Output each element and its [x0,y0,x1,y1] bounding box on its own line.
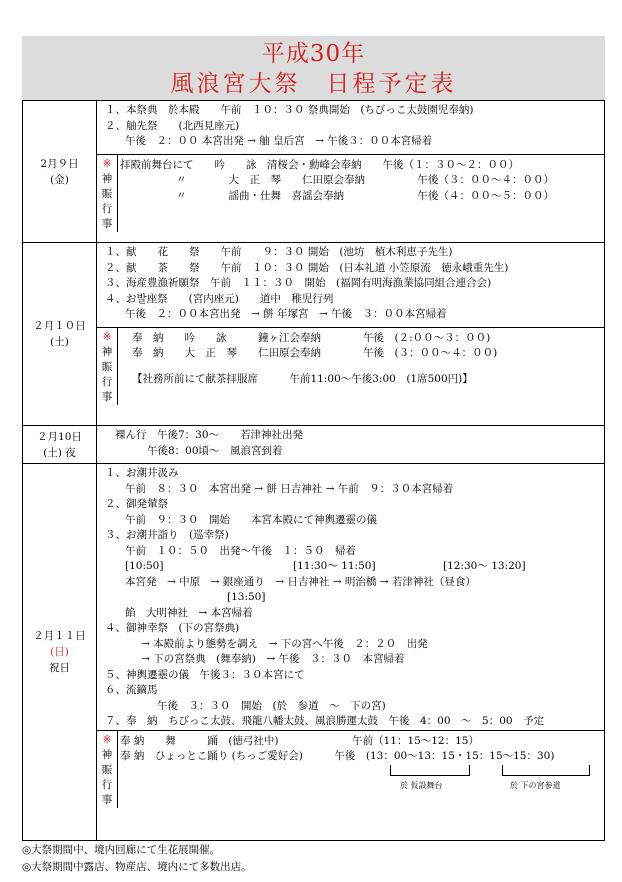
date-cell-feb11 [23,464,97,841]
weekday-label: (金) [50,173,69,186]
header-title: 風浪宮大祭 日程予定表 [170,71,457,97]
sub-event-line: 拝殿前舞台にて 吟 詠 清桜会・勳峰会奉納 午後（１：３０～２：００） [120,158,519,171]
sub-event-line: 〃 大 正 琴 仁田原会奉納 午後（３：００～４：００） [176,174,554,186]
events-feb10 [97,243,605,426]
header-banner [22,36,605,100]
events-night [97,426,605,464]
footer-note: ◎大祭期間中露店、物産店、境内にて多数出店。 [22,861,252,873]
event-line: １、お潮井汲み [105,467,179,479]
date-label: ２月10日 [37,430,82,443]
event-line: 午後 ２：００ 本宮出発 → 舳 皇后宮 → 午後３：００本宮帰着 [125,135,433,147]
sub-event-line: 奉 納 ひょっとこ踊り (ちっご愛好会) 午後 (13：00～13：15・15：15～15：30) [120,750,555,762]
sub-event-line: 〃 謡曲・仕舞 喜謡会奉納 午後（４：００～５：００） [176,189,554,202]
event-line: → 本殿前より態勢を調え → 下の宮へ午後 ２：２０ 出発 [141,637,428,650]
date-label: ２月１０日 [33,320,86,332]
event-line: ６、流鏑馬 [105,684,158,696]
venue-note-sando: 於 下の宮参道 [510,780,561,790]
sub-event-line: 奉 納 大 正 琴 仁田原会奉納 午後 (３：００～４：００) [132,347,498,359]
venue-note-stage: 於 仮設舞台 [400,780,443,790]
schedule-sheet [22,36,605,841]
tea-service-note: 【社務所前にて献茶拝服席 午前11:00～午後3:00 (1席500円)】 [132,372,473,385]
event-line: ３、海産豊漁祈願祭 午前 １１：３０ 開始 (福岡有明海漁業協同組合連合会) [105,277,492,289]
bracket-stage [390,765,470,776]
kaginiwai-label: ※ 神 賑 行 事 [97,731,118,808]
event-line: ４、お발座祭 (宮内座元) 道中 稚児行列 [105,292,334,305]
date-label: 2月９日 [40,157,79,170]
kaginiwai-section [97,327,604,405]
footer-notes [22,842,252,876]
route-line: 餡 大明神社 → 本宮帰着 [125,606,253,619]
weekday-label: (土) 夜 [43,446,76,459]
event-line: ３、お潮井詣り (巡幸祭) [105,529,229,541]
weekday-label: (土) [50,336,69,348]
event-line: ２、御発輦祭 [105,498,168,510]
bracket-sando [502,765,590,776]
event-line: 午前 １０：５０ 出発～午後 １：５０ 帰着 [125,544,356,557]
kaginiwai-section [97,154,604,232]
event-line: 裸ん行 午後7：30～ 若津神社出発 [115,429,304,441]
event-line: 午後 ２：００本宮出発 → 餅 年塚宮 → 午後 ３：００本宮帰着 [125,308,447,320]
event-line: ５、神輿遷靈の儀 午後３：３０本宮にて [105,668,305,681]
event-line: → 下の宮祭典 (舞奉納) → 午後 ３：３０ 本宮帰着 [141,653,405,665]
date-cell-feb9 [23,101,97,243]
weekday-label: (日) [50,646,69,658]
event-line: ２、舳先祭 (北西見座元) [105,119,240,132]
event-line: 午前 ８：３０ 本宮出発 → 餅 日吉神社 → 午前 ９：３０本宮帰着 [125,482,454,495]
event-line: 午前 ９：３０ 開始 本宮本殿にて神輿遷靈の儀 [125,513,377,526]
kaginiwai-label: ※ 神 賑 行 事 [97,155,118,232]
event-line: 午後8：00頃～ 風浪宮到着 [147,444,283,457]
events-feb11 [97,464,605,841]
sub-event-line: 奉 納 舞 踊 (徳弓社中) 午前（11：15～12：15） [120,734,479,747]
event-line: 午後 ３：３０ 開始 (於 参道 ～ 下の宮) [157,699,386,712]
date-label: ２月１１日 [33,630,86,642]
venue-notes [118,765,604,795]
schedule-table [22,100,605,841]
event-line: １、献 花 祭 午前 ９：３０ 開始 (池坊 植木利恵子先生) [105,246,453,258]
header-year: 平成30年 [261,41,366,67]
kaginiwai-label: ※ 神 賑 行 事 [97,328,118,405]
route-times: [10:50] [11:30～ 11:50] [12:30～ 13:20] [125,560,526,572]
event-line: ７、奉 納 ちびっこ太鼓、飛龍八幡太鼓、風浪勝運太鼓 午後 4：00 ～ 5：00 予定 [105,715,545,727]
event-line: ２、献 茶 祭 午前 １０：３０ 開始 (日本礼道 小笠原流 徳永峨重先生) [105,261,509,274]
route-line: 本宮発 → 中原 → 銀座通り → 日吉神社 → 明治橋 → 若津神社（昼食） [125,575,476,588]
footer-note: ◎大祭期間中、境内回廊にて生花展開催。 [22,844,221,856]
kaginiwai-section [97,730,604,808]
sub-event-line: 奉 納 吟 詠 鐘ヶ江会奉納 午後 (２:００～３：００) [132,331,491,344]
date-cell-feb10 [23,243,97,426]
holiday-label: 祝日 [49,662,70,674]
event-line: ４、御神幸祭 (下の宮祭典) [105,622,240,634]
date-cell-feb10-night [23,426,97,464]
route-time: [13:50] [227,591,266,603]
events-feb9 [97,101,605,243]
event-line: １、本祭典 於本殿 午前 １０：３０ 祭典開始 (ちびっこ太鼓園児奉納) [105,104,474,116]
